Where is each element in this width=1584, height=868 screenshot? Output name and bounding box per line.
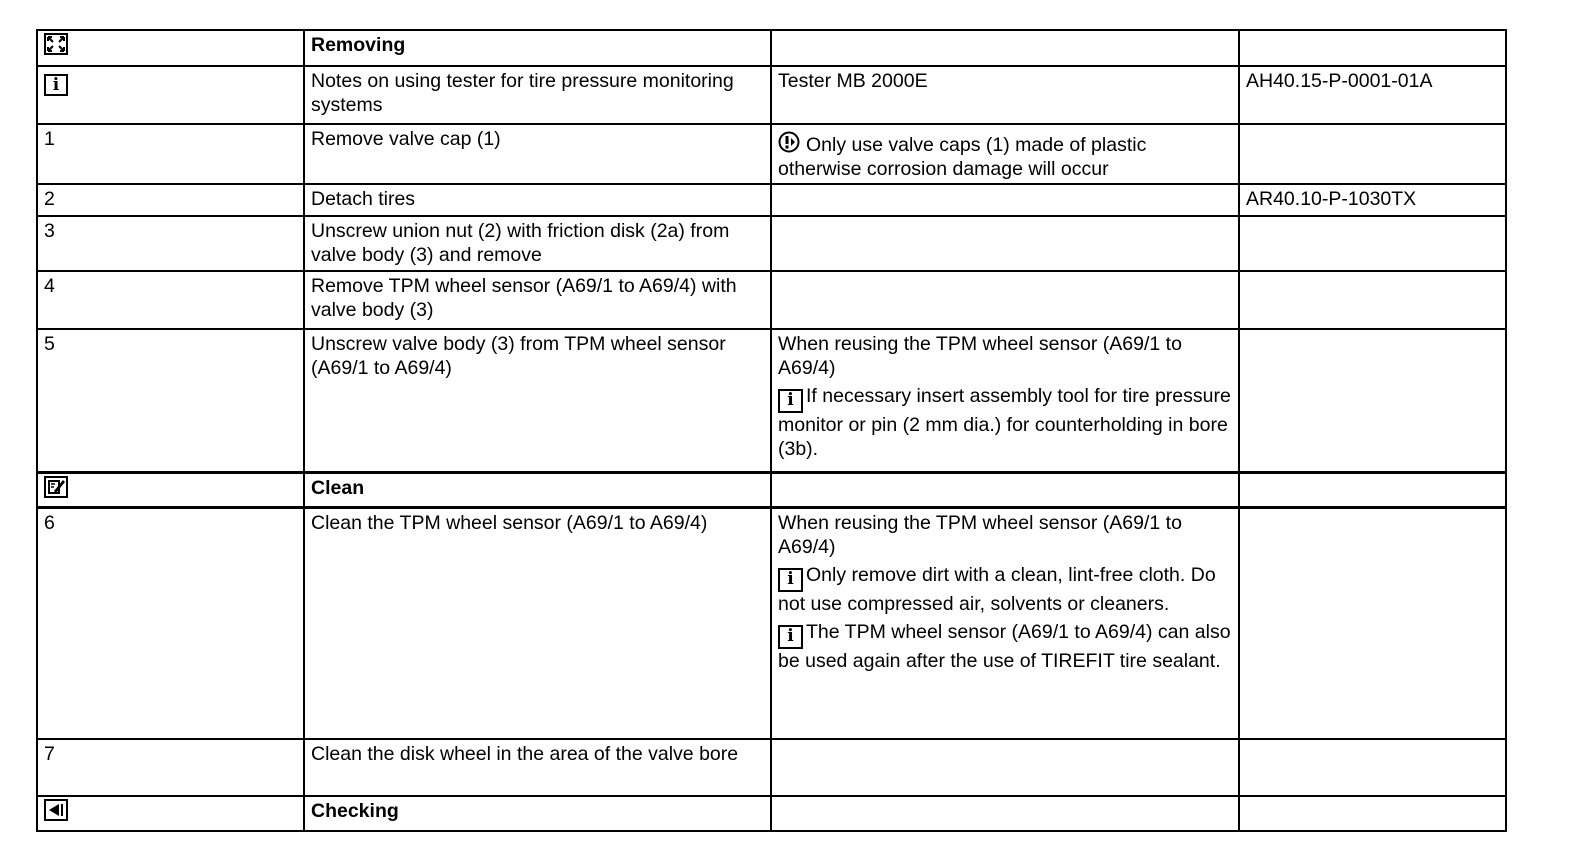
- step-cell: [37, 30, 304, 66]
- reference-link[interactable]: AH40.15-P-0001-01A: [1239, 66, 1506, 124]
- table-row: [37, 66, 1506, 124]
- reference-cell: [1239, 796, 1506, 831]
- note-text: When reusing the TPM wheel sensor (A69/1 to A69/4): [778, 511, 1182, 558]
- step-number: 1: [37, 124, 304, 184]
- action-cell: Clean the disk wheel in the area of the valve bore: [304, 739, 771, 796]
- info-icon: i: [778, 625, 803, 649]
- table-row: [37, 124, 1506, 184]
- info-note: [778, 620, 1232, 673]
- action-cell: Removing: [304, 30, 771, 66]
- reference-cell: [1239, 739, 1506, 796]
- step-cell: [37, 472, 304, 507]
- table-row: [37, 739, 1506, 796]
- table-row: [37, 184, 1506, 216]
- table-row: [37, 271, 1506, 329]
- reference-cell: [1239, 472, 1506, 507]
- table-row: [37, 216, 1506, 271]
- info-icon: i: [778, 389, 803, 413]
- warning-icon: [778, 131, 802, 155]
- step-number: 6: [37, 507, 304, 739]
- info-note: [778, 384, 1232, 461]
- reference-cell: [1239, 507, 1506, 739]
- notes-cell: [771, 507, 1239, 739]
- reference-cell: [1239, 329, 1506, 472]
- table-row: [37, 329, 1506, 472]
- note-text: If necessary insert assembly tool for tire pressure monitor or pin (2 mm dia.) for counterholding in bore (3b).: [778, 385, 1231, 460]
- table-row: [37, 507, 1506, 739]
- notes-cell: [771, 329, 1239, 472]
- note-text: The TPM wheel sensor (A69/1 to A69/4) can also be used again after the use of TIREFIT tire sealant.: [778, 620, 1231, 672]
- notes-cell: [771, 184, 1239, 216]
- step-cell: [37, 66, 304, 124]
- notes-cell: [771, 472, 1239, 507]
- step-number: 4: [37, 271, 304, 329]
- reference-cell: [1239, 30, 1506, 66]
- reference-cell: [1239, 216, 1506, 271]
- action-cell: Unscrew valve body (3) from TPM wheel sensor (A69/1 to A69/4): [304, 329, 771, 472]
- notes-cell: [771, 30, 1239, 66]
- info-note: [778, 563, 1232, 616]
- action-cell: Detach tires: [304, 184, 771, 216]
- table-row: [37, 472, 1506, 507]
- procedure-table: [36, 29, 1507, 832]
- table-row: [37, 796, 1506, 831]
- checking-icon: [44, 799, 68, 821]
- info-icon: i: [44, 74, 68, 96]
- step-cell: [37, 796, 304, 831]
- step-number: 5: [37, 329, 304, 472]
- step-number: 3: [37, 216, 304, 271]
- action-cell: Remove TPM wheel sensor (A69/1 to A69/4) with valve body (3): [304, 271, 771, 329]
- action-cell: Checking: [304, 796, 771, 831]
- notes-cell: [771, 739, 1239, 796]
- reference-link[interactable]: AR40.10-P-1030TX: [1239, 184, 1506, 216]
- info-icon: i: [778, 568, 803, 592]
- step-number: 7: [37, 739, 304, 796]
- removing-icon: [44, 33, 68, 55]
- reference-cell: [1239, 124, 1506, 184]
- notes-cell: [771, 216, 1239, 271]
- step-number: 2: [37, 184, 304, 216]
- note-text: Only remove dirt with a clean, lint-free cloth. Do not use compressed air, solvents or cleaners.: [778, 563, 1216, 615]
- action-cell: Remove valve cap (1): [304, 124, 771, 184]
- action-cell: Clean: [304, 472, 771, 507]
- table-row: [37, 30, 1506, 66]
- action-cell: Unscrew union nut (2) with friction disk (2a) from valve body (3) and remove: [304, 216, 771, 271]
- clean-icon: [44, 476, 68, 498]
- notes-cell: [771, 796, 1239, 831]
- notes-cell: [771, 271, 1239, 329]
- reference-cell: [1239, 271, 1506, 329]
- notes-cell: Tester MB 2000E: [771, 66, 1239, 124]
- action-cell: Clean the TPM wheel sensor (A69/1 to A69/4): [304, 507, 771, 739]
- note-text: When reusing the TPM wheel sensor (A69/1 to A69/4): [778, 333, 1182, 379]
- warning-note: Only use valve caps (1) made of plastic otherwise corrosion damage will occur: [778, 134, 1147, 180]
- notes-cell: [771, 124, 1239, 184]
- action-cell: Notes on using tester for tire pressure monitoring systems: [304, 66, 771, 124]
